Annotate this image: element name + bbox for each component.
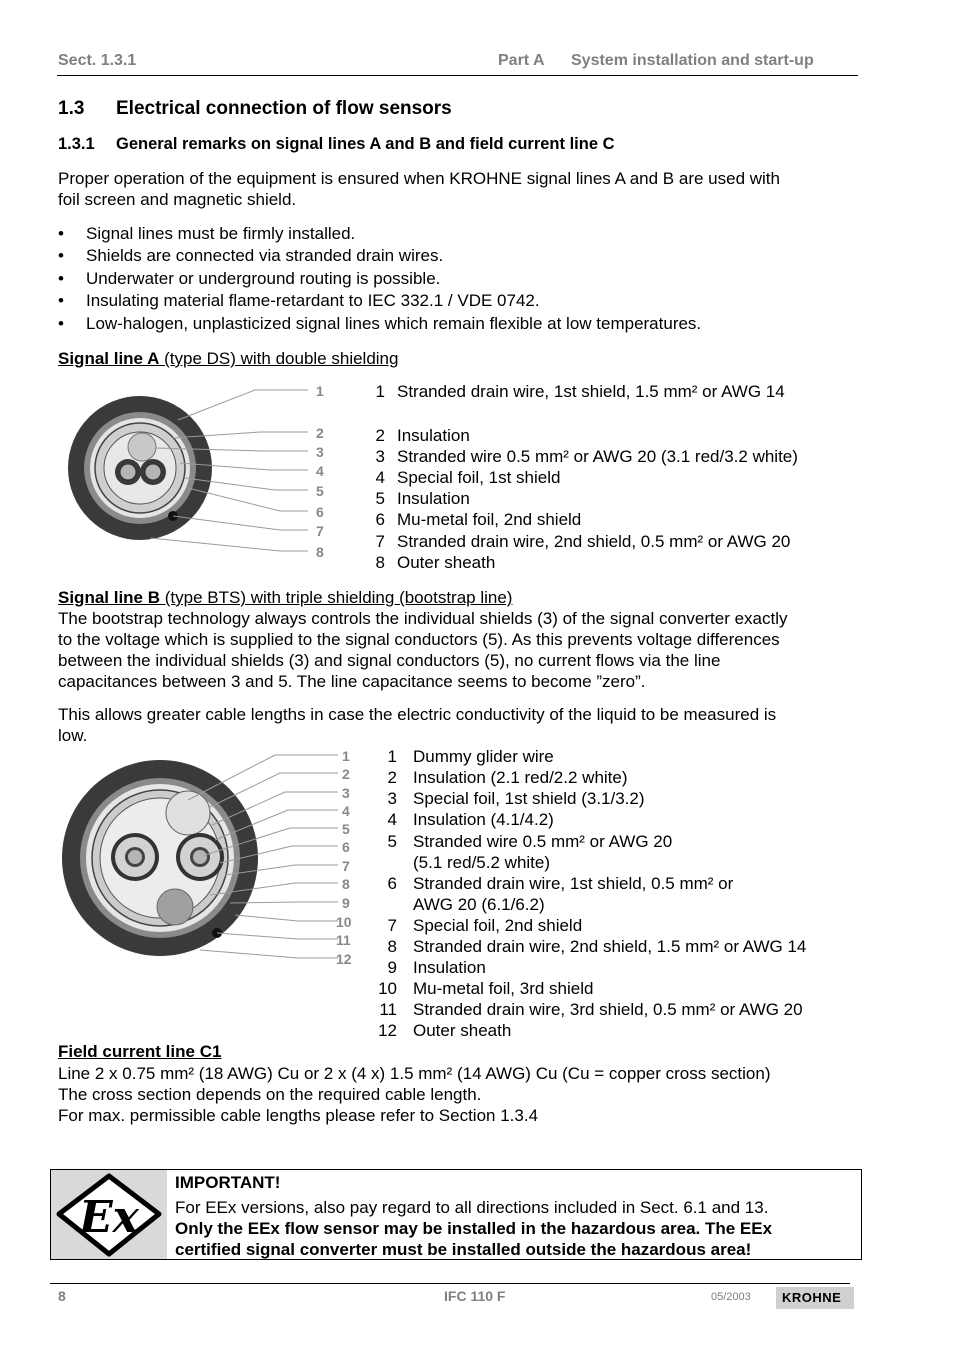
- legend-text: Insulation: [413, 958, 486, 977]
- legend-text: AWG 20 (6.1/6.2): [413, 895, 545, 914]
- diagram-a-number: 5: [316, 483, 324, 499]
- legend-number: 5: [387, 832, 397, 851]
- legend-number: 4: [387, 810, 397, 829]
- legend-number: 8: [375, 553, 385, 572]
- important-warning: Only the EEx flow sensor may be installed in the hazardous area. The EEx: [175, 1219, 773, 1238]
- legend-number: 1: [375, 382, 385, 401]
- diagram-b-number: 8: [342, 876, 350, 892]
- diagram-a-number: 4: [316, 463, 324, 479]
- field-current-title: Field current line C1: [58, 1042, 222, 1061]
- footer-product: IFC 110 F: [444, 1288, 506, 1304]
- diagram-b-number: 7: [342, 858, 350, 874]
- diagram-b-number: 12: [336, 951, 352, 967]
- signal-b-para-1-line: The bootstrap technology always controls the individual shields (3) of the signal converter exactly: [58, 609, 788, 628]
- footer-rule: [50, 1283, 850, 1284]
- diagram-a-number: 8: [316, 544, 324, 560]
- bullet-item: • Shields are connected via stranded drain wires.: [58, 246, 444, 265]
- intro-line-2: foil screen and magnetic shield.: [58, 190, 297, 209]
- signal-b-cable-diagram: [60, 745, 360, 975]
- legend-text: Stranded drain wire, 2nd shield, 0.5 mm² or AWG 20: [397, 532, 791, 551]
- ex-hazard-icon: [51, 1170, 167, 1259]
- legend-text: Dummy glider wire: [413, 747, 554, 766]
- signal-b-para-2-line: low.: [58, 726, 88, 745]
- diagram-a-number: 7: [316, 523, 324, 539]
- diagram-b-number: 10: [336, 914, 352, 930]
- diagram-b-number: 1: [342, 748, 350, 764]
- legend-text: Insulation (2.1 red/2.2 white): [413, 768, 628, 787]
- legend-text: Stranded drain wire, 1st shield, 0.5 mm² or: [413, 874, 734, 893]
- signal-b-para-1-line: to the voltage which is supplied to the signal conductors (5). As this prevents voltage differences: [58, 630, 780, 649]
- footer-page-number: 8: [58, 1288, 66, 1304]
- diagram-a-number: 1: [316, 383, 324, 399]
- legend-number: 2: [387, 768, 397, 787]
- legend-number: 7: [375, 532, 385, 551]
- legend-number: 6: [375, 510, 385, 529]
- legend-text: Insulation (4.1/4.2): [413, 810, 554, 829]
- diagram-b-number: 2: [342, 766, 350, 782]
- legend-number: 10: [378, 979, 397, 998]
- legend-number: 7: [387, 916, 397, 935]
- diagram-b-number: 9: [342, 895, 350, 911]
- legend-text: Outer sheath: [413, 1021, 512, 1040]
- bullet-item: • Underwater or underground routing is possible.: [58, 269, 441, 288]
- intro-line-1: Proper operation of the equipment is ensured when KROHNE signal lines A and B are used with: [58, 169, 780, 188]
- legend-text: Stranded drain wire, 2nd shield, 1.5 mm² or AWG 14: [413, 937, 807, 956]
- bullet-item: • Insulating material flame-retardant to IEC 332.1 / VDE 0742.: [58, 291, 540, 310]
- legend-text: Stranded wire 0.5 mm² or AWG 20 (3.1 red/3.2 white): [397, 447, 798, 466]
- legend-text: Special foil, 1st shield (3.1/3.2): [413, 789, 645, 808]
- signal-b-para-1-line: between the individual shields (3) and signal conductors (5), no current flows via the line: [58, 651, 721, 670]
- signal-a-title: Signal line A (type DS) with double shielding: [58, 349, 399, 368]
- legend-number: 3: [375, 447, 385, 466]
- diagram-b-number: 3: [342, 785, 350, 801]
- heading-1: 1.3 Electrical connection of flow sensors: [58, 98, 452, 119]
- header-rule: [57, 75, 858, 76]
- header-section: Sect. 1.3.1: [58, 52, 137, 69]
- important-line: For EEx versions, also pay regard to all directions included in Sect. 6.1 and 13.: [175, 1198, 769, 1217]
- legend-text: (5.1 red/5.2 white): [413, 853, 551, 872]
- signal-a-cable-diagram: [60, 378, 350, 563]
- legend-text: Special foil, 1st shield: [397, 468, 561, 487]
- svg-text:Ex: Ex: [79, 1192, 139, 1243]
- diagram-b-number: 5: [342, 821, 350, 837]
- legend-number: 5: [375, 489, 385, 508]
- legend-number: 6: [387, 874, 397, 893]
- legend-text: Stranded wire 0.5 mm² or AWG 20: [413, 832, 673, 851]
- legend-number: 11: [379, 1000, 397, 1019]
- legend-text: Mu-metal foil, 3rd shield: [413, 979, 594, 998]
- signal-b-para-2-line: This allows greater cable lengths in case the electric conductivity of the liquid to be measured is: [58, 705, 777, 724]
- field-current-line: Line 2 x 0.75 mm² (18 AWG) Cu or 2 x (4 x) 1.5 mm² (14 AWG) Cu (Cu = copper cross section): [58, 1064, 771, 1083]
- legend-number: 2: [375, 426, 385, 445]
- signal-b-para-1-line: capacitances between 3 and 5. The line capacitance seems to become ”zero”.: [58, 672, 646, 691]
- legend-number: 9: [387, 958, 397, 977]
- field-current-line: For max. permissible cable lengths please refer to Section 1.3.4: [58, 1106, 539, 1125]
- legend-number: 3: [387, 789, 397, 808]
- legend-text: Insulation: [397, 489, 470, 508]
- signal-b-title: Signal line B (type BTS) with triple shielding (bootstrap line): [58, 588, 513, 607]
- diagram-b-number: 4: [342, 803, 350, 819]
- legend-number: 12: [378, 1021, 397, 1040]
- heading-2: 1.3.1 General remarks on signal lines A and B and field current line C: [58, 135, 615, 153]
- legend-number: 8: [387, 937, 397, 956]
- field-current-line: The cross section depends on the required cable length.: [58, 1085, 482, 1104]
- important-title: IMPORTANT!: [175, 1173, 281, 1192]
- bullet-item: • Signal lines must be firmly installed.: [58, 224, 356, 243]
- legend-text: Stranded drain wire, 1st shield, 1.5 mm² or AWG 14: [397, 382, 785, 401]
- diagram-a-number: 3: [316, 444, 324, 460]
- legend-text: Insulation: [397, 426, 470, 445]
- legend-text: Special foil, 2nd shield: [413, 916, 583, 935]
- legend-text: Stranded drain wire, 3rd shield, 0.5 mm² or AWG 20: [413, 1000, 803, 1019]
- diagram-a-number: 6: [316, 504, 324, 520]
- important-warning: certified signal converter must be installed outside the hazardous area!: [175, 1240, 752, 1259]
- diagram-b-number: 6: [342, 839, 350, 855]
- header-part: Part A: [498, 52, 545, 69]
- bullet-item: • Low-halogen, unplasticized signal lines which remain flexible at low temperatures.: [58, 314, 702, 333]
- diagram-b-number: 11: [336, 932, 351, 948]
- legend-text: Mu-metal foil, 2nd shield: [397, 510, 582, 529]
- header-title: System installation and start-up: [571, 52, 814, 69]
- footer-date: 05/2003: [711, 1291, 751, 1303]
- diagram-a-number: 2: [316, 425, 324, 441]
- krohne-logo: KROHNE: [776, 1287, 854, 1309]
- legend-number: 4: [375, 468, 385, 487]
- legend-text: Outer sheath: [397, 553, 496, 572]
- legend-number: 1: [387, 747, 397, 766]
